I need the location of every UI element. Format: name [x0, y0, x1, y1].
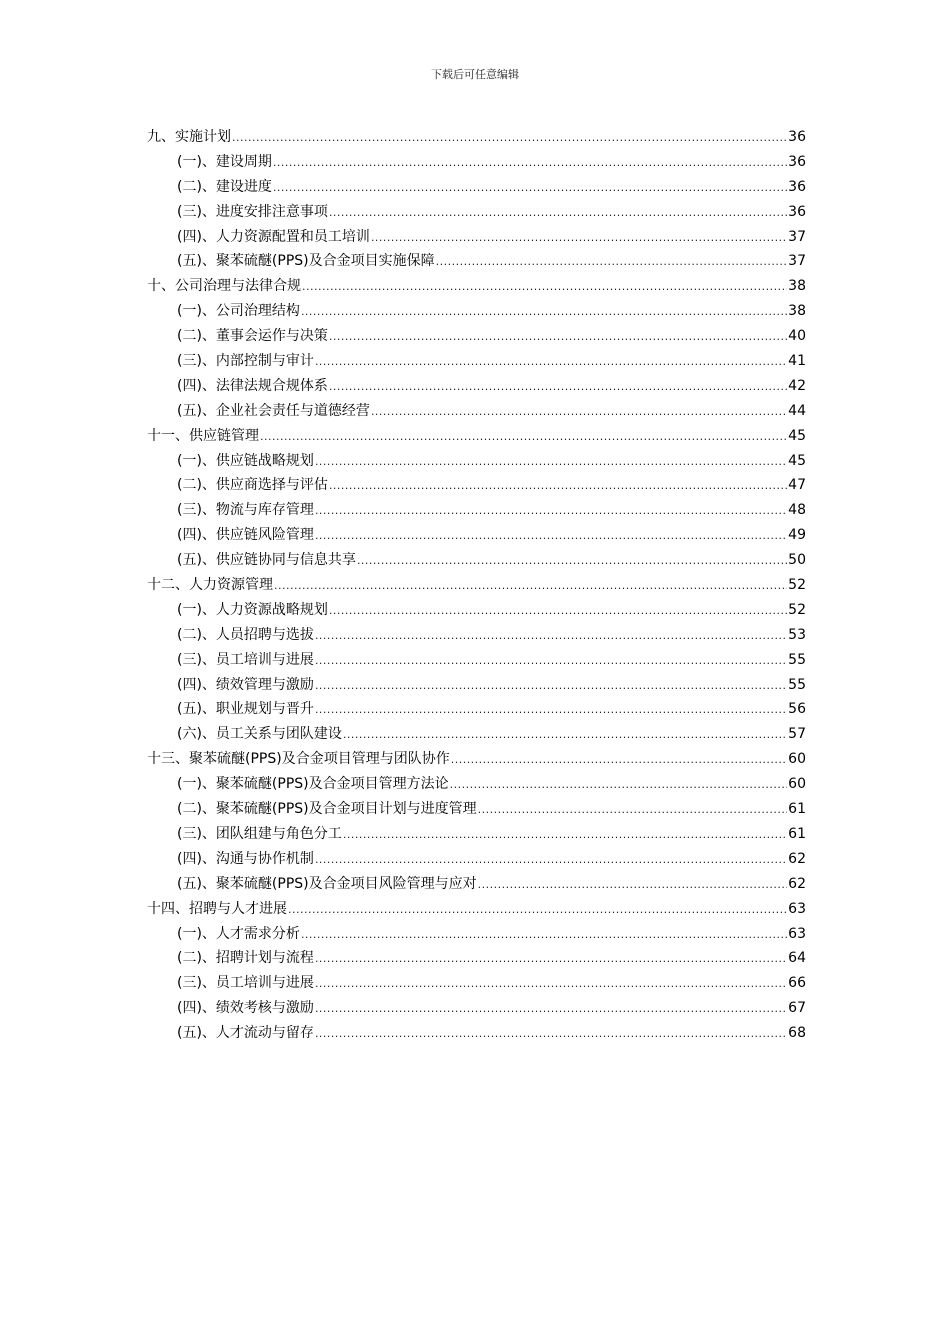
toc-section-entry[interactable]	[147, 449, 806, 474]
toc-section-entry[interactable]	[147, 299, 806, 324]
toc-entry-title: (三)、物流与库存管理	[177, 502, 314, 519]
toc-dot-leader	[371, 399, 787, 424]
toc-entry-title: (三)、员工培训与进展	[177, 975, 314, 992]
toc-dot-leader	[478, 872, 788, 897]
toc-dot-leader	[329, 374, 787, 399]
toc-entry-title: (二)、聚苯硫醚(PPS)及合金项目计划与进度管理	[177, 801, 477, 818]
toc-entry-title: (五)、聚苯硫醚(PPS)及合金项目风险管理与应对	[177, 875, 477, 892]
toc-page-number: 37	[788, 253, 806, 270]
toc-page-number: 36	[788, 178, 806, 195]
toc-page-number: 57	[788, 726, 806, 743]
toc-section-entry[interactable]	[147, 225, 806, 250]
toc-dot-leader	[450, 772, 788, 797]
toc-page-number: 38	[788, 303, 806, 320]
toc-chapter-entry[interactable]	[147, 274, 806, 299]
toc-section-entry[interactable]	[147, 523, 806, 548]
toc-section-entry[interactable]	[147, 797, 806, 822]
toc-page-number: 55	[788, 676, 806, 693]
toc-dot-leader	[273, 150, 787, 175]
toc-page-number: 40	[788, 328, 806, 345]
toc-page-number: 44	[788, 402, 806, 419]
toc-page-number: 56	[788, 701, 806, 718]
toc-dot-leader	[343, 822, 787, 847]
toc-page-number: 49	[788, 527, 806, 544]
toc-entry-title: (四)、供应链风险管理	[177, 527, 314, 544]
toc-dot-leader	[315, 697, 787, 722]
toc-section-entry[interactable]	[147, 697, 806, 722]
toc-page-number: 68	[788, 1025, 806, 1042]
toc-dot-leader	[315, 648, 787, 673]
toc-entry-title: (五)、企业社会责任与道德经营	[177, 402, 370, 419]
toc-entry-title: (一)、公司治理结构	[177, 303, 300, 320]
toc-section-entry[interactable]	[147, 399, 806, 424]
toc-page-number: 42	[788, 377, 806, 394]
toc-chapter-entry[interactable]	[147, 125, 806, 150]
toc-entry-title: 十二、人力资源管理	[147, 577, 273, 594]
toc-entry-title: (六)、员工关系与团队建设	[177, 726, 342, 743]
toc-page-number: 55	[788, 651, 806, 668]
toc-page-number: 52	[788, 601, 806, 618]
toc-page-number: 50	[788, 552, 806, 569]
toc-section-entry[interactable]	[147, 872, 806, 897]
toc-entry-title: (三)、进度安排注意事项	[177, 203, 328, 220]
toc-chapter-entry[interactable]	[147, 747, 806, 772]
toc-page-number: 53	[788, 626, 806, 643]
toc-entry-title: (五)、供应链协同与信息共享	[177, 552, 356, 569]
toc-entry-title: (四)、绩效考核与激励	[177, 1000, 314, 1017]
toc-page-number: 45	[788, 427, 806, 444]
toc-dot-leader	[260, 424, 787, 449]
toc-section-entry[interactable]	[147, 175, 806, 200]
toc-page-number: 36	[788, 153, 806, 170]
table-of-contents	[147, 125, 806, 1046]
toc-entry-title: (一)、建设周期	[177, 153, 272, 170]
toc-section-entry[interactable]	[147, 150, 806, 175]
toc-dot-leader	[315, 623, 787, 648]
toc-section-entry[interactable]	[147, 623, 806, 648]
toc-section-entry[interactable]	[147, 200, 806, 225]
toc-dot-leader	[371, 225, 787, 250]
toc-dot-leader	[357, 548, 787, 573]
toc-section-entry[interactable]	[147, 971, 806, 996]
toc-entry-title: 十一、供应链管理	[147, 427, 259, 444]
toc-dot-leader	[315, 971, 787, 996]
toc-section-entry[interactable]	[147, 673, 806, 698]
toc-section-entry[interactable]	[147, 922, 806, 947]
toc-section-entry[interactable]	[147, 772, 806, 797]
toc-page-number: 36	[788, 203, 806, 220]
toc-entry-title: (四)、人力资源配置和员工培训	[177, 228, 370, 245]
toc-section-entry[interactable]	[147, 324, 806, 349]
toc-section-entry[interactable]	[147, 598, 806, 623]
toc-entry-title: (二)、董事会运作与决策	[177, 328, 328, 345]
toc-dot-leader	[329, 598, 787, 623]
toc-page-number: 41	[788, 353, 806, 370]
toc-dot-leader	[436, 249, 788, 274]
toc-dot-leader	[329, 200, 787, 225]
toc-dot-leader	[315, 523, 787, 548]
toc-dot-leader	[315, 1021, 787, 1046]
toc-page-number: 66	[788, 975, 806, 992]
toc-section-entry[interactable]	[147, 996, 806, 1021]
toc-page-number: 60	[788, 751, 806, 768]
toc-dot-leader	[329, 324, 787, 349]
toc-page-number: 52	[788, 577, 806, 594]
toc-dot-leader	[274, 573, 787, 598]
toc-dot-leader	[315, 449, 787, 474]
toc-entry-title: (一)、人力资源战略规划	[177, 601, 328, 618]
toc-dot-leader	[232, 125, 787, 150]
toc-dot-leader	[315, 673, 787, 698]
toc-page-number: 45	[788, 452, 806, 469]
toc-dot-leader	[302, 274, 787, 299]
toc-entry-title: (四)、沟通与协作机制	[177, 850, 314, 867]
toc-entry-title: (五)、聚苯硫醚(PPS)及合金项目实施保障	[177, 253, 435, 270]
toc-dot-leader	[315, 349, 787, 374]
toc-entry-title: 十四、招聘与人才进展	[147, 900, 287, 917]
toc-dot-leader	[343, 722, 787, 747]
toc-section-entry[interactable]	[147, 498, 806, 523]
toc-entry-title: (四)、法律法规合规体系	[177, 377, 328, 394]
toc-page-number: 37	[788, 228, 806, 245]
toc-page-number: 63	[788, 925, 806, 942]
toc-page-number: 61	[788, 801, 806, 818]
toc-entry-title: (二)、人员招聘与选拔	[177, 626, 314, 643]
toc-page-number: 62	[788, 850, 806, 867]
toc-entry-title: (五)、职业规划与晋升	[177, 701, 314, 718]
toc-page-number: 62	[788, 875, 806, 892]
toc-section-entry[interactable]	[147, 722, 806, 747]
toc-page-number: 67	[788, 1000, 806, 1017]
toc-entry-title: (三)、内部控制与审计	[177, 353, 314, 370]
toc-section-entry[interactable]	[147, 822, 806, 847]
toc-section-entry[interactable]	[147, 374, 806, 399]
toc-chapter-entry[interactable]	[147, 573, 806, 598]
toc-entry-title: (二)、建设进度	[177, 178, 272, 195]
page-header: 下载后可任意编辑	[431, 68, 519, 81]
toc-page-number: 47	[788, 477, 806, 494]
toc-section-entry[interactable]	[147, 648, 806, 673]
toc-entry-title: (五)、人才流动与留存	[177, 1025, 314, 1042]
toc-page-number: 36	[788, 129, 806, 145]
toc-dot-leader	[301, 922, 787, 947]
toc-dot-leader	[315, 946, 787, 971]
toc-chapter-entry[interactable]	[147, 424, 806, 449]
toc-section-entry[interactable]	[147, 1021, 806, 1046]
toc-page-number: 63	[788, 900, 806, 917]
toc-entry-title: (四)、绩效管理与激励	[177, 676, 314, 693]
toc-dot-leader	[478, 797, 788, 822]
toc-section-entry[interactable]	[147, 249, 806, 274]
toc-section-entry[interactable]	[147, 946, 806, 971]
toc-dot-leader	[273, 175, 787, 200]
toc-page-number: 61	[788, 825, 806, 842]
toc-page-number: 38	[788, 278, 806, 295]
toc-dot-leader	[315, 996, 787, 1021]
toc-dot-leader	[301, 299, 787, 324]
toc-section-entry[interactable]	[147, 473, 806, 498]
toc-entry-title: 九、实施计划	[147, 129, 231, 145]
toc-dot-leader	[315, 847, 787, 872]
toc-section-entry[interactable]	[147, 548, 806, 573]
toc-chapter-entry[interactable]	[147, 897, 806, 922]
toc-entry-title: (一)、供应链战略规划	[177, 452, 314, 469]
toc-entry-title: (三)、员工培训与进展	[177, 651, 314, 668]
toc-section-entry[interactable]	[147, 847, 806, 872]
toc-entry-title: (一)、聚苯硫醚(PPS)及合金项目管理方法论	[177, 776, 449, 793]
toc-page-number: 48	[788, 502, 806, 519]
toc-page-number: 60	[788, 776, 806, 793]
toc-section-entry[interactable]	[147, 349, 806, 374]
toc-entry-title: 十、公司治理与法律合规	[147, 278, 301, 295]
toc-entry-title: (二)、供应商选择与评估	[177, 477, 328, 494]
toc-dot-leader	[315, 498, 787, 523]
toc-dot-leader	[451, 747, 787, 772]
toc-entry-title: (三)、团队组建与角色分工	[177, 825, 342, 842]
toc-dot-leader	[329, 473, 787, 498]
toc-page-number: 64	[788, 950, 806, 967]
toc-entry-title: 十三、聚苯硫醚(PPS)及合金项目管理与团队协作	[147, 751, 450, 768]
toc-entry-title: (二)、招聘计划与流程	[177, 950, 314, 967]
toc-dot-leader	[288, 897, 787, 922]
toc-entry-title: (一)、人才需求分析	[177, 925, 300, 942]
